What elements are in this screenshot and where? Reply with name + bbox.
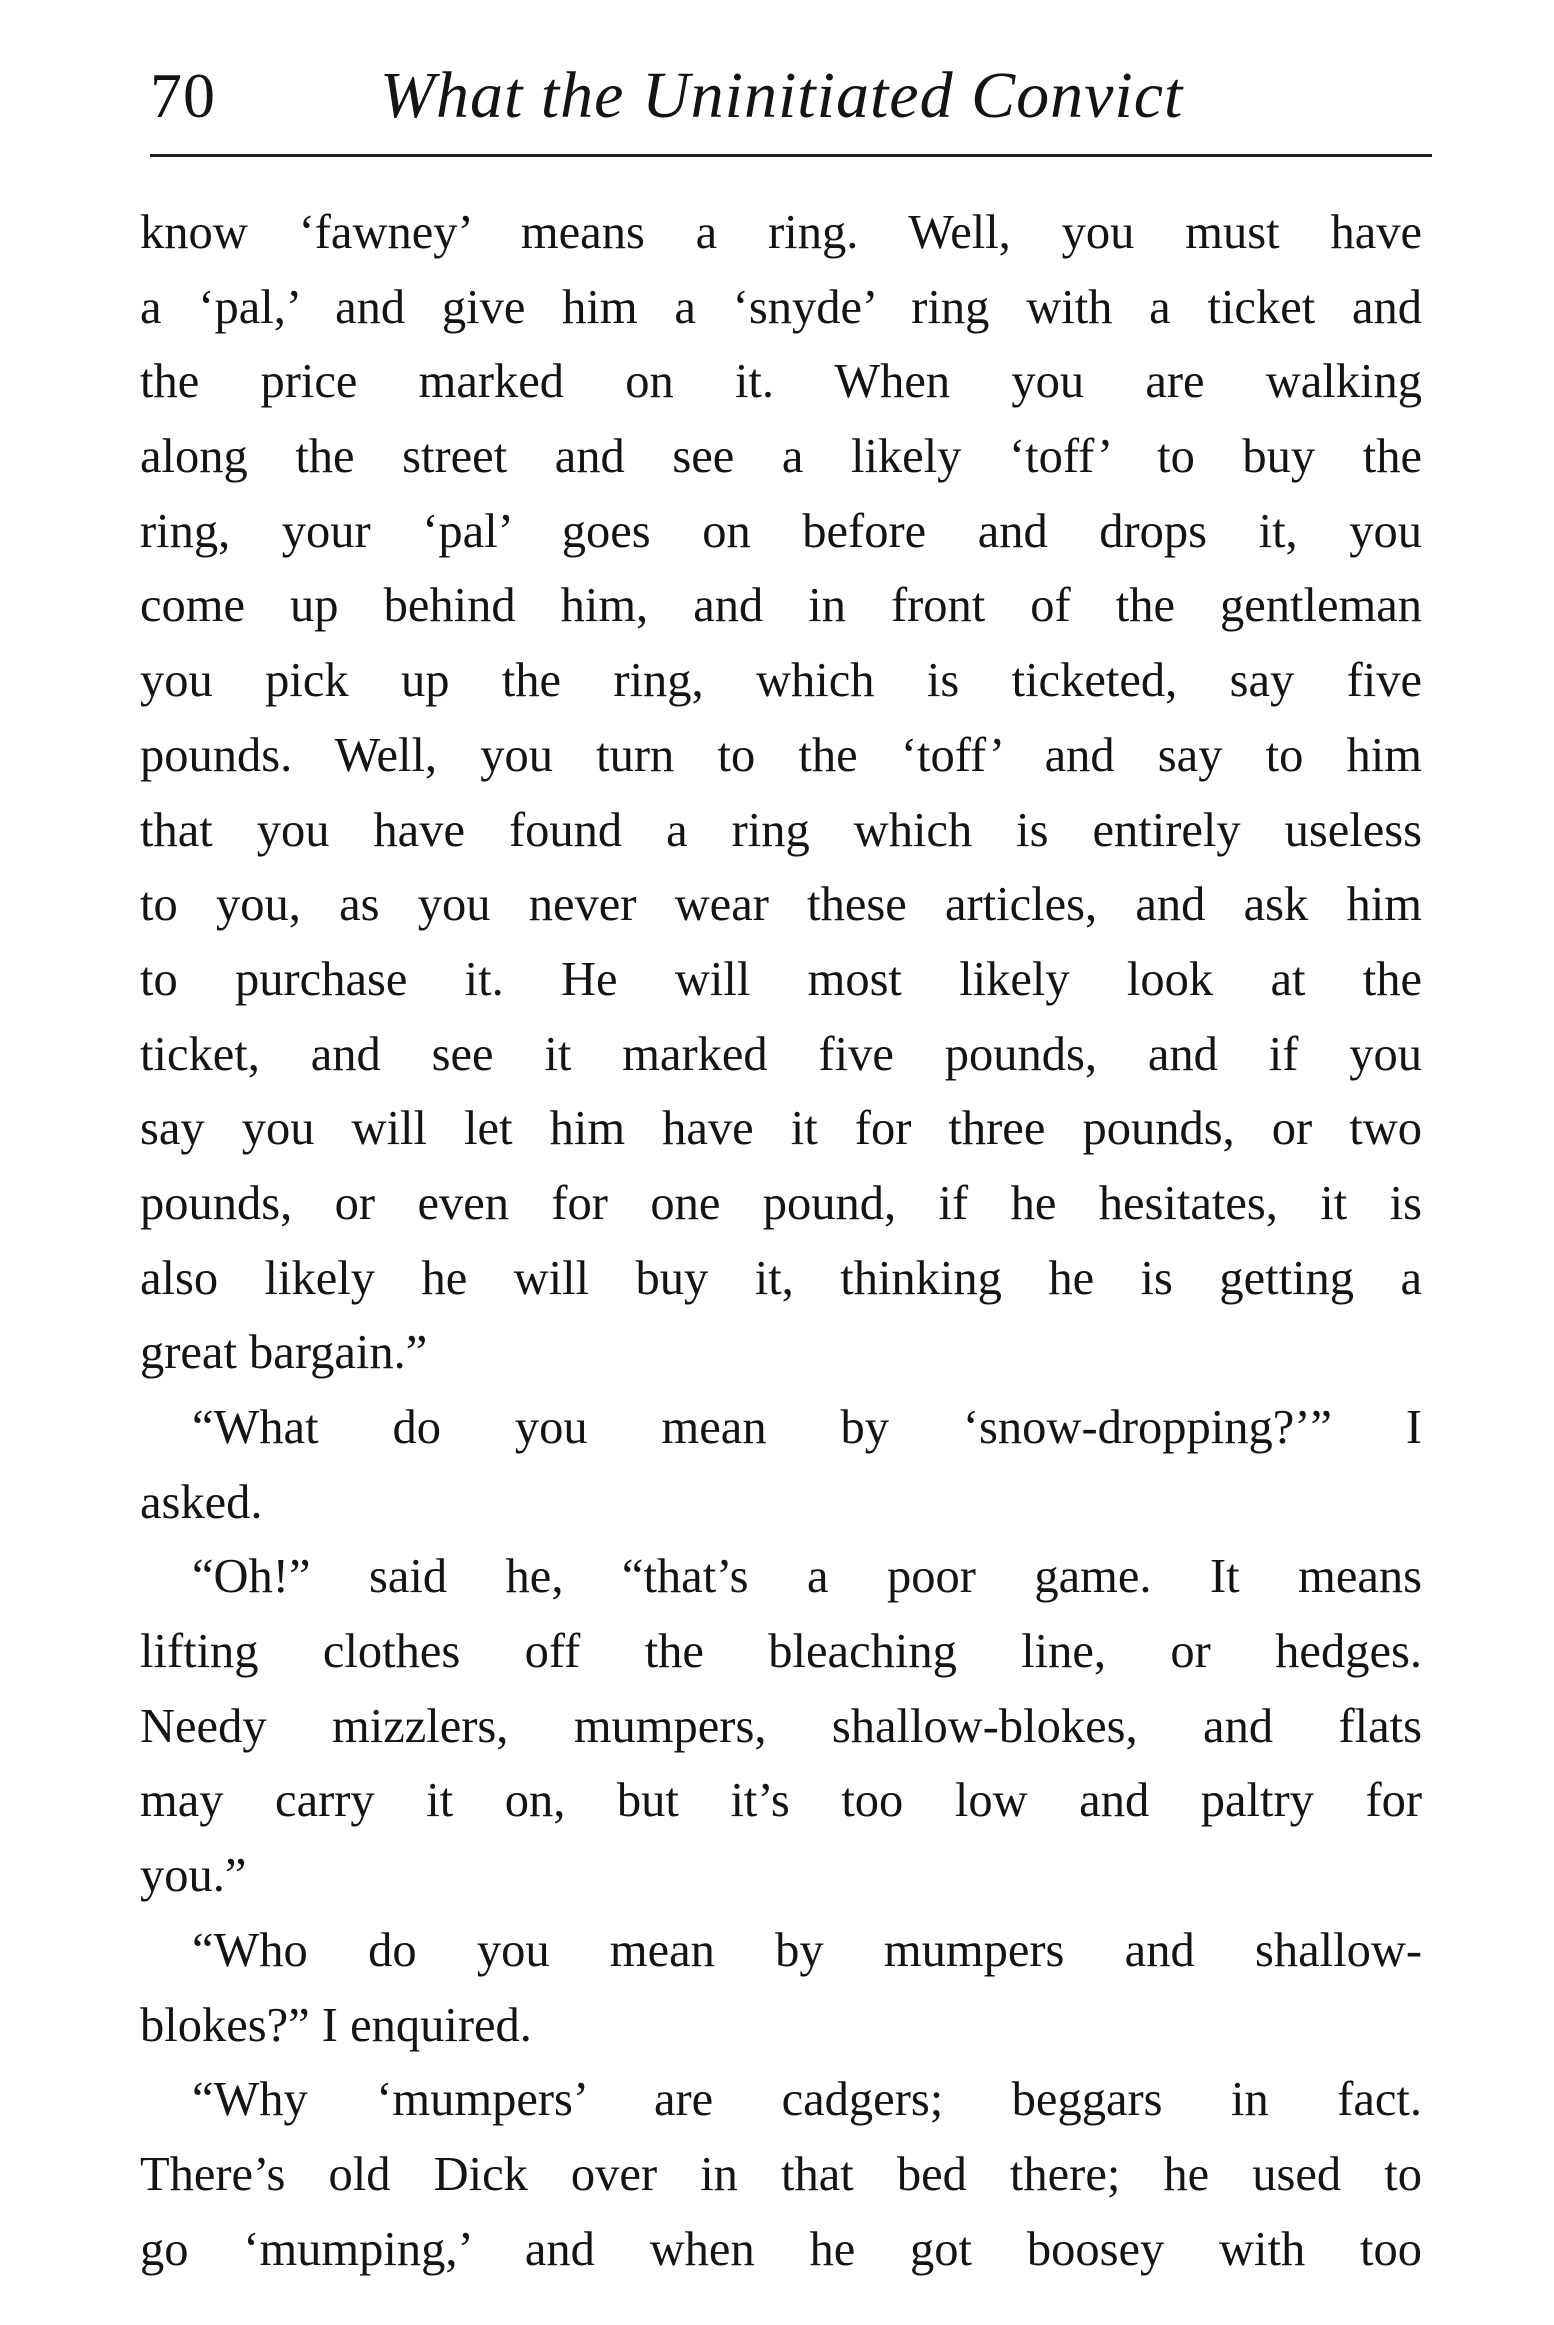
text-line: “Who do you mean by mumpers and shallow-: [192, 1923, 1422, 1977]
text-line: also likely he will buy it, thinking he is getting a: [140, 1251, 1422, 1305]
text-line: may carry it on, but it’s too low and paltry for: [140, 1774, 1422, 1828]
running-title: What the Uninitiated Convict: [380, 59, 1184, 132]
text-line: that you have found a ring which is entirely useless: [140, 803, 1422, 857]
header-rule: [150, 154, 1432, 157]
text-line: blokes?” I enquired.: [140, 1998, 532, 2052]
text-line: come up behind him, and in front of the gentleman: [140, 579, 1422, 633]
text-line: There’s old Dick over in that bed there; he used to: [140, 2147, 1422, 2201]
text-line: say you will let him have it for three pounds, or two: [140, 1102, 1422, 1156]
text-line: asked.: [140, 1475, 263, 1529]
text-line: to you, as you never wear these articles, and ask him: [140, 878, 1422, 932]
text-line: the price marked on it. When you are walking: [140, 355, 1422, 409]
text-line: go ‘mumping,’ and when he got boosey with too: [140, 2222, 1422, 2276]
text-line: along the street and see a likely ‘toff’ to buy the: [140, 430, 1422, 484]
text-line: you.”: [140, 1849, 247, 1903]
text-line: you pick up the ring, which is ticketed, say five: [140, 654, 1422, 708]
text-line: “Why ‘mumpers’ are cadgers; beggars in fact.: [192, 2073, 1422, 2127]
text-line: Needy mizzlers, mumpers, shallow-blokes, and flats: [140, 1699, 1422, 1753]
text-line: know ‘fawney’ means a ring. Well, you must have: [140, 206, 1422, 259]
text-line: pounds, or even for one pound, if he hesitates, it is: [140, 1176, 1422, 1230]
text-line: to purchase it. He will most likely look at the: [140, 952, 1422, 1006]
text-line: a ‘pal,’ and give him a ‘snyde’ ring with a ticket and: [140, 280, 1422, 334]
text-line: “What do you mean by ‘snow-dropping?’” I: [192, 1401, 1422, 1454]
text-line: “Oh!” said he, “that’s a poor game. It means: [192, 1550, 1422, 1604]
text-line: great bargain.”: [140, 1326, 428, 1380]
text-line: lifting clothes off the bleaching line, or hedges.: [140, 1625, 1422, 1679]
text-line: ring, your ‘pal’ goes on before and drops it, you: [140, 504, 1422, 558]
body-text: [140, 196, 1422, 2287]
text-line: ticket, and see it marked five pounds, and if you: [140, 1027, 1422, 1081]
text-line: pounds. Well, you turn to the ‘toff’ and say to him: [140, 728, 1422, 782]
page-number: 70: [150, 60, 216, 131]
